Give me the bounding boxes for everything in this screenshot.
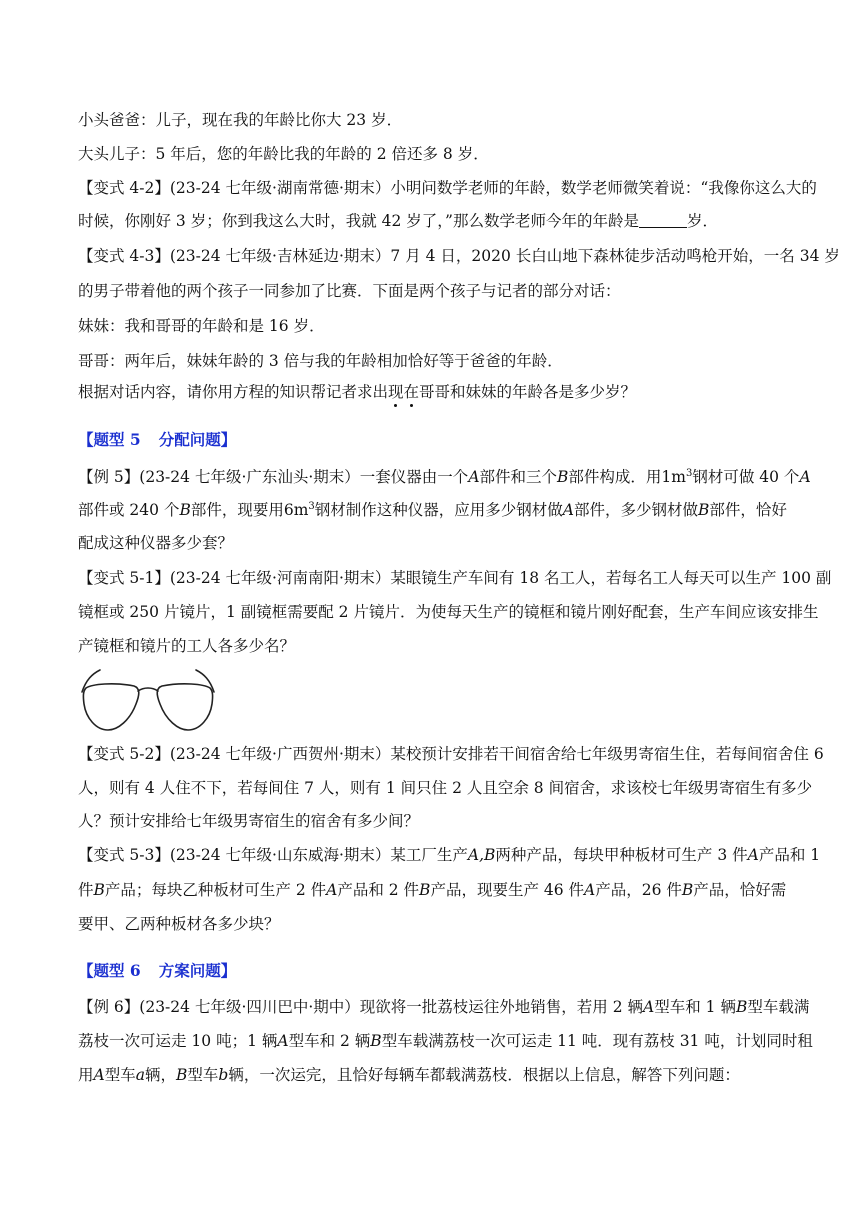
variant-5-1-line1: 【变式 5-1】(23-24 七年级·河南南阳·期末）某眼镜生产车间有 18 名工人，若每名工人每天可以生产 100 副 (78, 569, 832, 587)
dialogue-son: 大头儿子：5 年后，您的年龄比我的年龄的 2 倍还多 8 岁． (78, 145, 489, 163)
dialogue-sister: 妹妹：我和哥哥的年龄和是 16 岁． (78, 317, 325, 335)
example-6-line2: 荔枝一次可运走 10 吨；1 辆A型车和 2 辆B型车载满荔枝一次可运走 11 吨．现有荔枝 31 吨，计划同时租 (78, 1032, 813, 1050)
variant-4-2-line2: 时候，你刚好 3 岁；你到我这么大时，我就 42 岁了，”那么数学老师今年的年龄是 岁． (78, 212, 718, 230)
dialogue-brother: 哥哥：两年后，妹妹年龄的 3 倍与我的年龄相加恰好等于爸爸的年龄． (78, 352, 563, 370)
variant-5-2-line3: 人？预计安排给七年级男寄宿生的宿舍有多少间？ (78, 812, 420, 830)
example-5-line2: 部件或 240 个B部件，现要用$6m^3$钢材制作这种仪器，应用多少钢材做A部件，多少钢材做B部件，恰好 (78, 500, 787, 519)
example-6-line1: 【例 6】(23-24 七年级·四川巴中·期中）现欲将一批荔枝运往外地销售，若用 2 辆A型车和 1 辆B型车载满 (78, 998, 810, 1016)
eyeglasses-illustration (78, 664, 218, 736)
section-heading-type-6: 【题型 6 方案问题】 (78, 961, 237, 980)
variant-5-3-line2: 件B产品；每块乙种板材可生产 2 件A产品和 2 件B产品，现要生产 46 件A产品，26 件B产品，恰好需 (78, 881, 787, 899)
variant-4-3-line2: 的男子带着他的两个孩子一同参加了比赛．下面是两个孩子与记者的部分对话： (78, 282, 621, 300)
variant-4-3-question: 根据对话内容，请你用方程的知识帮记者求出现在哥哥和妹妹的年龄各是多少岁？ (78, 383, 637, 401)
example-5-line1: 【例 5】(23-24 七年级·广东汕头·期末）一套仪器由一个A部件和三个B部件构成．用$1m^3$钢材可做 40 个A (78, 467, 811, 486)
section-heading-type-5: 【题型 5 分配问题】 (78, 430, 237, 449)
variant-5-1-line3: 产镜框和镜片的工人各多少名？ (78, 637, 296, 655)
example-6-line3: 用A型车a辆，B型车b辆，一次运完，且恰好每辆车都载满荔枝．根据以上信息，解答下列问题： (78, 1066, 740, 1084)
variant-4-2-line1: 【变式 4-2】(23-24 七年级·湖南常德·期末）小明问数学老师的年龄，数学老师微笑着说：“我像你这么大的 (78, 179, 817, 197)
variant-5-3-line3: 要甲、乙两种板材各多少块？ (78, 915, 280, 933)
variant-5-2-line2: 人，则有 4 人住不下，若每间住 7 人，则有 1 间只住 2 人且空余 8 间宿舍，求该校七年级男寄宿生有多少 (78, 779, 813, 797)
answer-blank[interactable] (639, 213, 687, 228)
variant-4-3-line1: 【变式 4-3】(23-24 七年级·吉林延边·期末）7 月 4 日，2020 长白山地下森林徒步活动鸣枪开始，一名 34 岁 (78, 247, 840, 265)
variant-5-3-line1: 【变式 5-3】(23-24 七年级·山东威海·期末）某工厂生产A,B两种产品，每块甲种板材可生产 3 件A产品和 1 (78, 846, 821, 864)
example-5-line3: 配成这种仪器多少套？ (78, 534, 234, 552)
variant-5-2-line1: 【变式 5-2】(23-24 七年级·广西贺州·期末）某校预计安排若干间宿舍给七年级男寄宿生住，若每间宿舍住 6 (78, 745, 824, 763)
variant-5-1-line2: 镜框或 250 片镜片，1 副镜框需要配 2 片镜片．为使每天生产的镜框和镜片刚好配套，生产车间应该安排生 (78, 603, 819, 621)
dialogue-father: 小头爸爸：儿子，现在我的年龄比你大 23 岁． (78, 111, 403, 129)
